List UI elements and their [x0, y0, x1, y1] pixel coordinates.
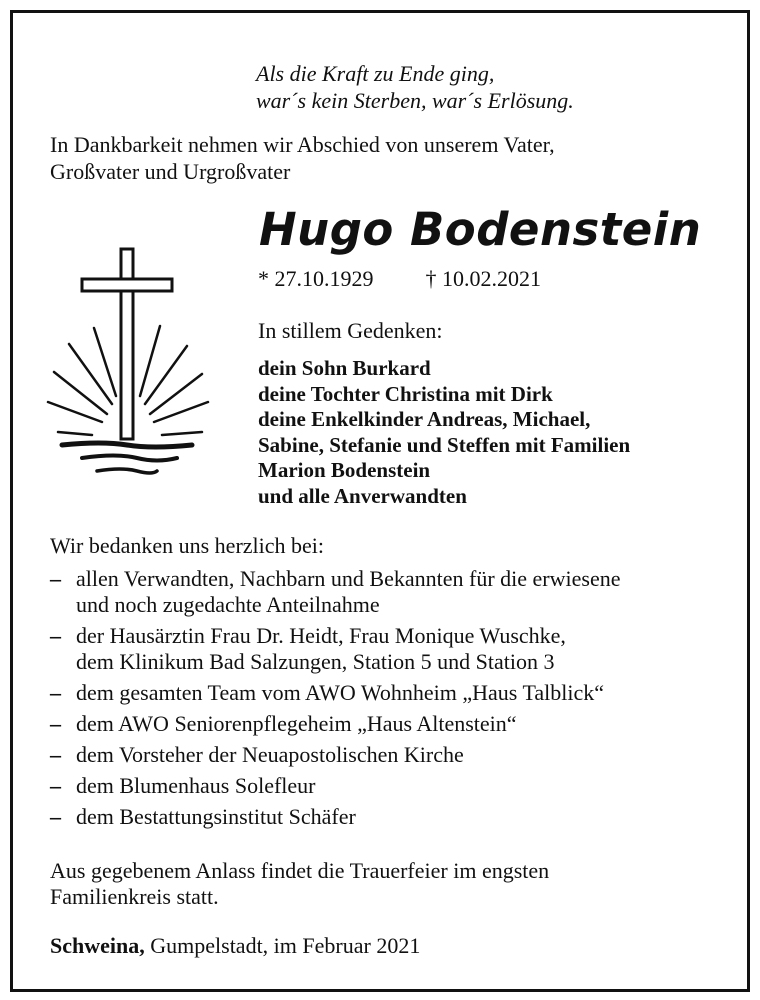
thanks-item [50, 566, 621, 618]
thanks-item [50, 623, 621, 675]
death-date: † 10.02.2021 [425, 266, 541, 291]
thanks-line: dem Klinikum Bad Salzungen, Station 5 und Station 3 [76, 649, 555, 674]
place-name: Schweina, [50, 933, 145, 958]
funeral-note [50, 858, 549, 910]
remembrance-heading: In stillem Gedenken: [258, 318, 443, 343]
thanks-item [50, 773, 621, 799]
thanks-line: und noch zugedachte Anteilnahme [76, 592, 380, 617]
motto-line: Als die Kraft zu Ende ging, [256, 61, 495, 86]
thanks-heading: Wir bedanken uns herzlich bei: [50, 533, 325, 558]
thanks-line: – dem gesamten Team vom AWO Wohnheim „Haus Talblick“ [76, 680, 604, 705]
intro-text [50, 131, 555, 185]
place-date-line [50, 932, 420, 959]
thanks-item [50, 680, 621, 706]
thanks-line: – dem Bestattungsinstitut Schäfer [76, 804, 356, 829]
thanks-line: – dem Blumenhaus Solefleur [76, 773, 316, 798]
mourners-list [258, 356, 630, 509]
closing-line: Familienkreis statt. [50, 884, 219, 909]
intro-line: In Dankbarkeit nehmen wir Abschied von unserem Vater, [50, 132, 555, 157]
thanks-item [50, 711, 621, 737]
cross-sunrise-icon [42, 242, 212, 482]
mourner-line: deine Enkelkinder Andreas, Michael, [258, 407, 591, 431]
intro-line: Großvater und Urgroßvater [50, 159, 291, 184]
mourner-line: dein Sohn Burkard [258, 356, 431, 380]
thanks-line: – dem Vorsteher der Neuapostolischen Kirche [76, 742, 464, 767]
thanks-item [50, 742, 621, 768]
deceased-name: Hugo Bodenstein [259, 203, 702, 256]
mourner-line: und alle Anverwandten [258, 483, 467, 508]
motto-line: war´s kein Sterben, war´s Erlösung. [256, 88, 574, 113]
mourner-line: Marion Bodenstein [258, 458, 431, 482]
closing-line: Aus gegebenem Anlass findet die Trauerfeier im engsten [50, 858, 550, 883]
thanks-item [50, 804, 621, 830]
birth-date: * 27.10.1929 [258, 266, 374, 291]
place-date-rest: Gumpelstadt, im Februar 2021 [144, 933, 421, 958]
motto-verse [256, 60, 574, 114]
mourner-line: Sabine, Stefanie und Steffen mit Familien [258, 432, 631, 457]
thanks-line: – allen Verwandten, Nachbarn und Bekannten für die erwiesene [76, 566, 621, 591]
mourner-line: deine Tochter Christina mit Dirk [258, 381, 553, 406]
thanks-list [50, 566, 621, 830]
thanks-line: – dem AWO Seniorenpflegeheim „Haus Altenstein“ [76, 711, 517, 736]
life-dates [258, 266, 541, 292]
thanks-line: – der Hausärztin Frau Dr. Heidt, Frau Monique Wuschke, [76, 623, 566, 648]
